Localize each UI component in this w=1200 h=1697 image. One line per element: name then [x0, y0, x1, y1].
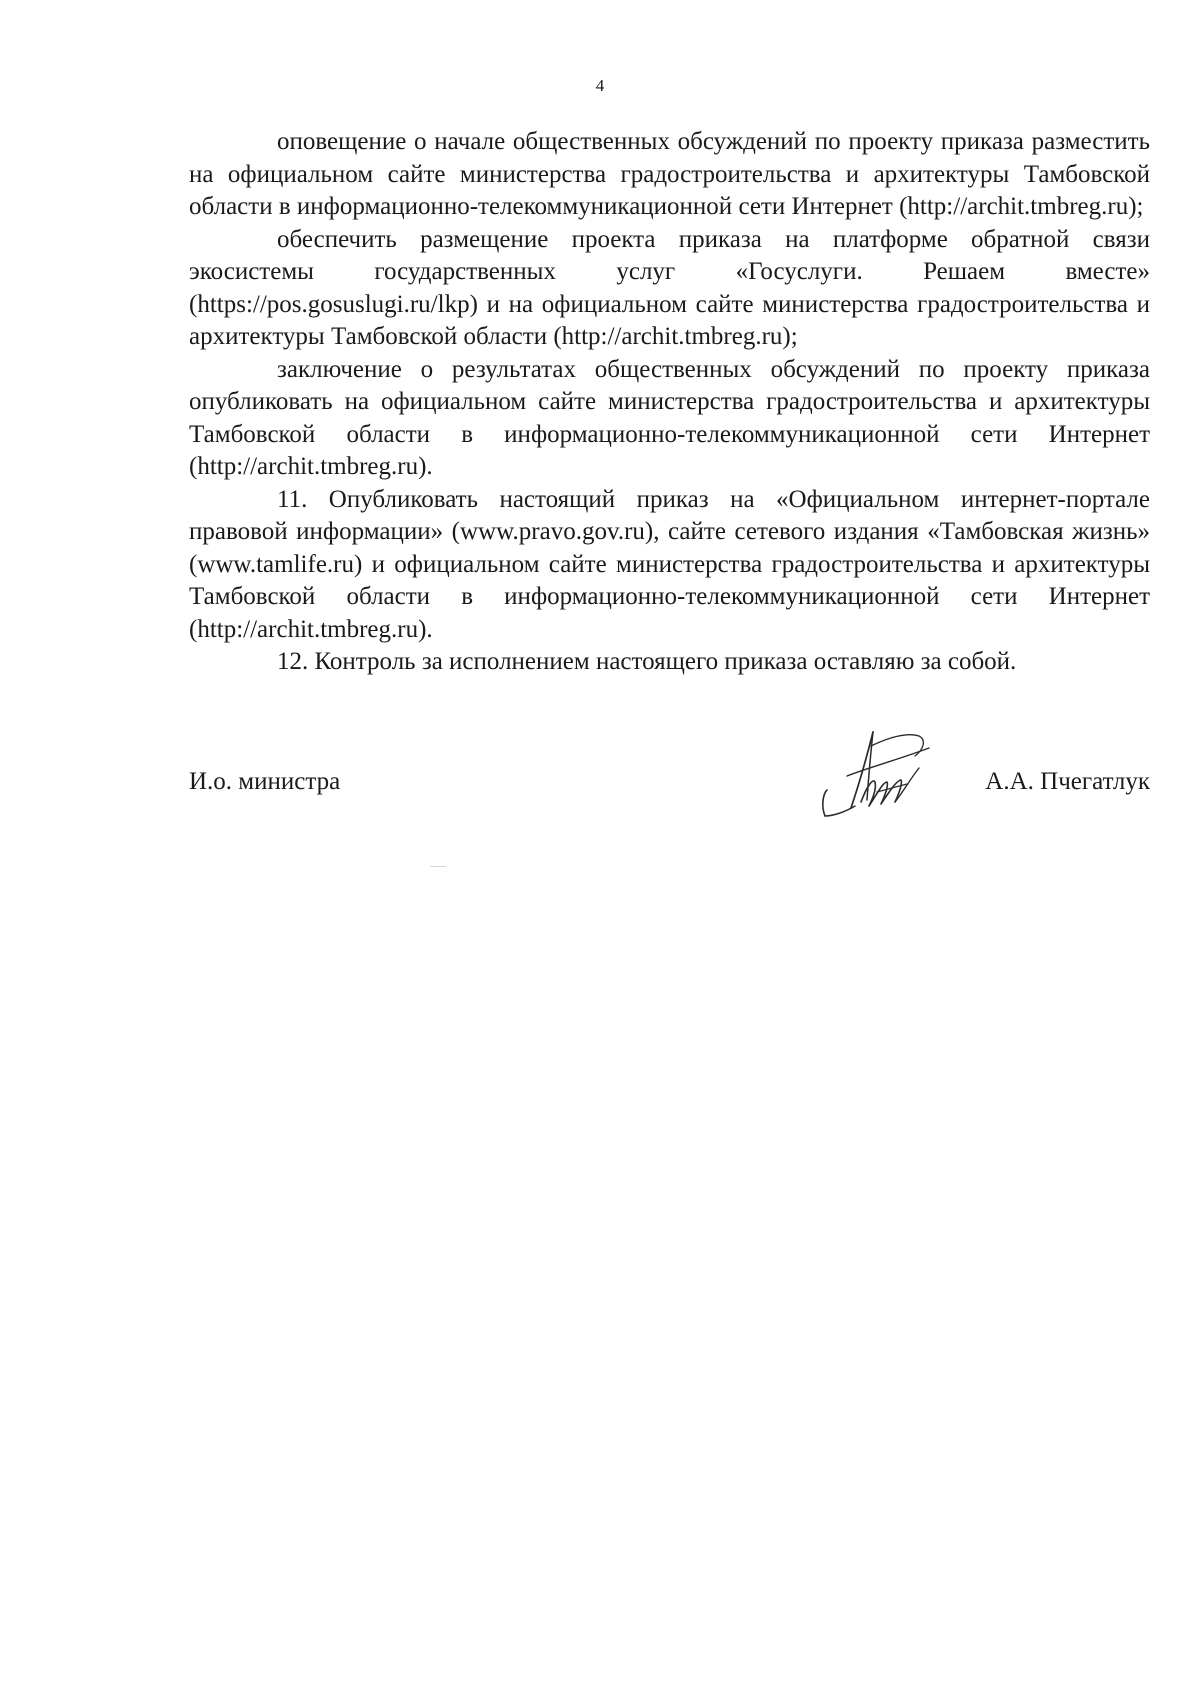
signer-role: И.о. министра [189, 768, 341, 795]
paragraph-conclusion: заключение о результатах общественных обсуждений по проекту приказа опубликовать на официальном сайте министерства градостроительства и архитектуры Тамбовской области в информационно-телекоммуникационной сети Интернет (http://archit.tmbreg.ru). [189, 355, 1150, 480]
paragraph-item-11: 11. Опубликовать настоящий приказ на «Официальном интернет-портале правовой информации» (www.pravo.gov.ru), сайте сетевого издания «Тамбовская жизнь» (www.tamlife.ru) и официальном сайте министерства градостроительства и архитектуры Тамбовской области в информационно-телекоммуникационной сети Интернет (http://archit.tmbreg.ru). [189, 485, 1150, 643]
page-number: 4 [595, 76, 605, 95]
document-body [189, 126, 1150, 679]
paragraph-gosuslugi-placement: обеспечить размещение проекта приказа на платформе обратной связи экосистемы государственных услуг «Госуслуги. Решаем вместе» (https://pos.gosuslugi.ru/lkp) и на официальном сайте министерства градостроительства и архитектуры Тамбовской области (http://archit.tmbreg.ru); [189, 225, 1150, 350]
paragraph-item-12: 12. Контроль за исполнением настоящего приказа оставляю за собой. [277, 648, 1017, 675]
signer-name: А.А. Пчегатлук [985, 768, 1150, 795]
signature-block [189, 766, 1150, 876]
handwritten-signature [811, 720, 941, 830]
paragraph-notification: оповещение о начале общественных обсуждений по проекту приказа разместить на официальном сайте министерства градостроительства и архитектуры Тамбовской области в информационно-телекоммуникационной сети Интернет (http://archit.tmbreg.ru); [189, 128, 1150, 220]
scan-artifact-line [430, 866, 446, 867]
